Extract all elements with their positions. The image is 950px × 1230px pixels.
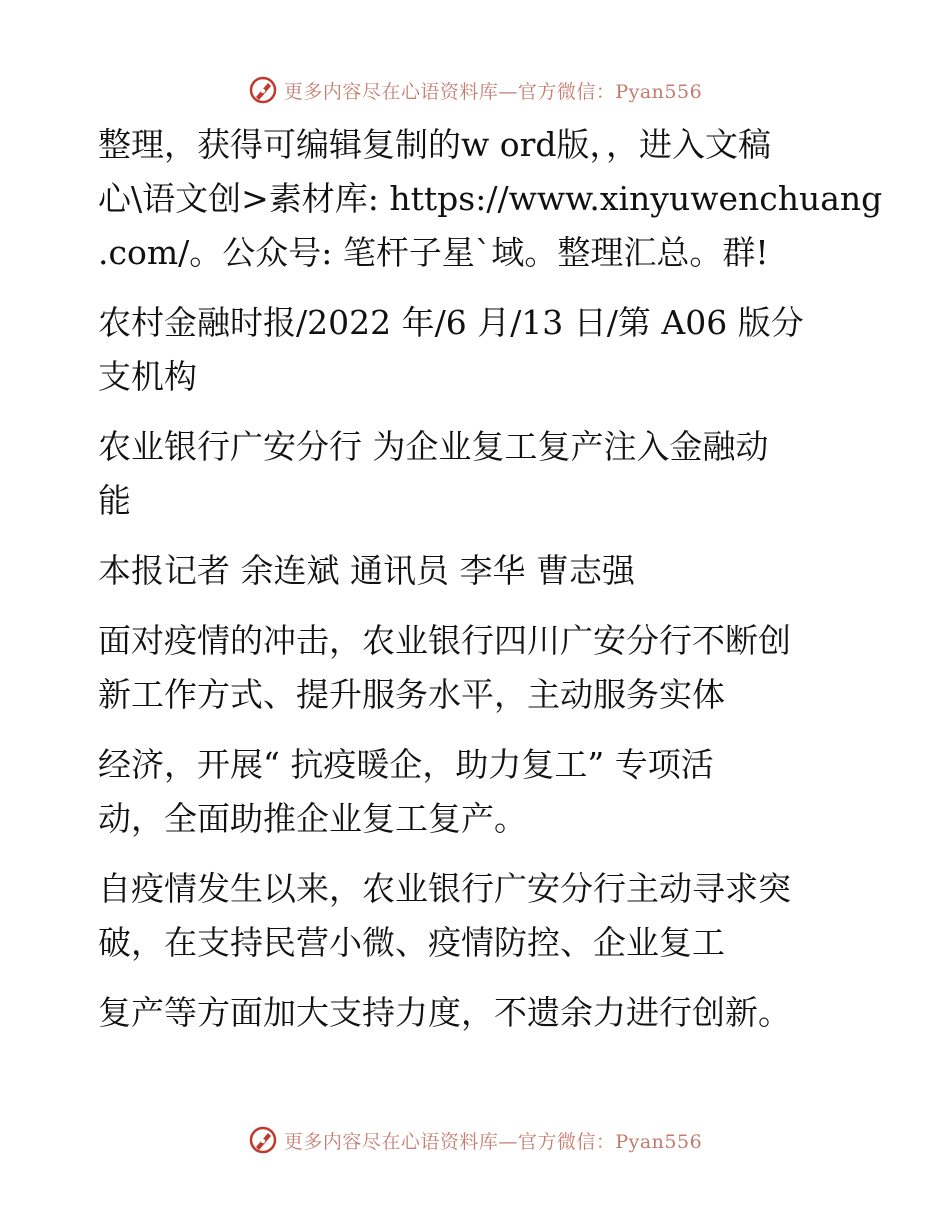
article-title (98, 420, 858, 528)
text-line: 动，全面助推企业复工复产。 (98, 799, 527, 838)
text-line: 面对疫情的冲击，农业银行四川广安分行不断创 (98, 621, 791, 660)
footer-watermark-banner (0, 1122, 950, 1158)
text-line: .com/。公众号: 笔杆子星`域。整理汇总。群! (98, 233, 769, 272)
pen-logo-icon (248, 75, 278, 105)
text-line: 经济，开展“ 抗疫暖企，助力复工” 专项活 (98, 745, 714, 784)
footer-watermark-text: 更多内容尽在心语资料库—官方微信：Pyan556 (283, 1130, 703, 1153)
text-line: 支机构 (98, 357, 197, 396)
text-line: 新工作方式、提升服务水平，主动服务实体 (98, 675, 725, 714)
paragraph-source (98, 296, 858, 404)
text-line: 农业银行广安分行 为企业复工复产注入金融动 (98, 427, 769, 466)
text-line: 农村金融时报/2022 年/6 月/13 日/第 A06 版分 (98, 303, 804, 342)
header-watermark-banner (0, 72, 950, 108)
pen-logo-icon (248, 1125, 278, 1155)
text-line: 能 (98, 481, 131, 520)
paragraph-intro (98, 118, 883, 280)
text-line: 复产等方面加大支持力度，不遗余力进行创新。 (98, 993, 791, 1032)
paragraph-body-4 (98, 986, 858, 1040)
text-line: 破，在支持民营小微、疫情防控、企业复工 (98, 923, 725, 962)
paragraph-body-2 (98, 738, 858, 846)
article-byline (98, 544, 858, 598)
paragraph-body-3 (98, 862, 858, 970)
text-line: 本报记者 余连斌 通讯员 李华 曹志强 (98, 551, 635, 590)
text-line: 心\语文创>素材库: https://www.xinyuwenchuang (98, 179, 883, 218)
text-line: 自疫情发生以来，农业银行广安分行主动寻求突 (98, 869, 791, 908)
header-watermark-text: 更多内容尽在心语资料库—官方微信：Pyan556 (283, 80, 703, 103)
text-line: 整理，获得可编辑复制的w ord版，，进入文稿 (98, 125, 772, 164)
document-body (98, 118, 883, 1056)
paragraph-body-1 (98, 614, 858, 722)
